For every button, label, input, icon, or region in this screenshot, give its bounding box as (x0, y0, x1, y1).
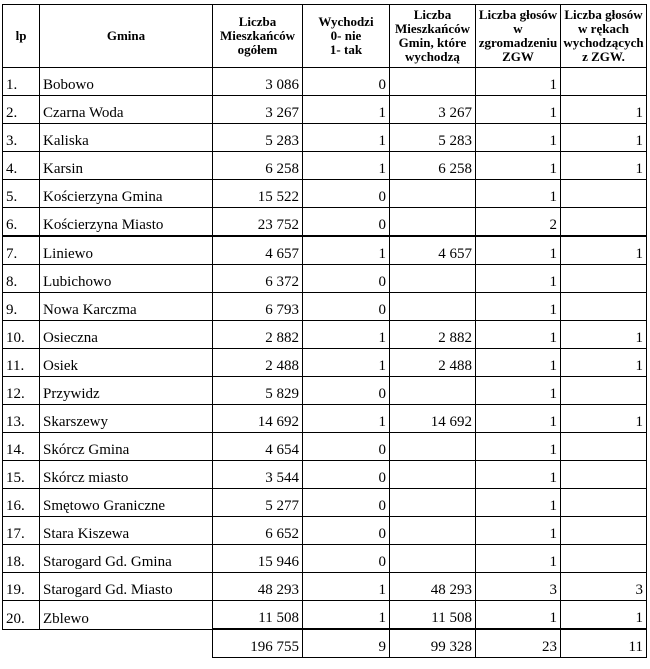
cell-wychodzace (390, 208, 476, 237)
total-glosy-wych: 11 (561, 629, 647, 658)
cell-lp: 13. (3, 405, 40, 433)
cell-glosy-wych (561, 461, 647, 489)
cell-glosy: 1 (476, 349, 561, 377)
totals-blank (40, 629, 213, 658)
total-mieszkancy: 196 755 (213, 629, 303, 658)
cell-wychodzi: 1 (303, 321, 390, 349)
cell-gmina: Karsin (40, 152, 213, 180)
header-mieszkancy: Liczba Mieszkańców ogółem (213, 5, 303, 68)
total-wychodzace: 99 328 (390, 629, 476, 658)
cell-glosy-wych (561, 293, 647, 321)
cell-glosy: 1 (476, 152, 561, 180)
cell-wychodzace: 2 882 (390, 321, 476, 349)
gmina-table (2, 4, 647, 658)
cell-glosy: 1 (476, 124, 561, 152)
cell-glosy-wych (561, 68, 647, 96)
cell-wychodzace: 4 657 (390, 236, 476, 265)
cell-wychodzi: 0 (303, 489, 390, 517)
cell-gmina: Starogard Gd. Miasto (40, 573, 213, 601)
cell-lp: 19. (3, 573, 40, 601)
total-wychodzi: 9 (303, 629, 390, 658)
cell-glosy: 1 (476, 489, 561, 517)
cell-glosy-wych: 1 (561, 405, 647, 433)
cell-wychodzace (390, 545, 476, 573)
cell-wychodzi: 0 (303, 517, 390, 545)
cell-glosy-wych: 1 (561, 152, 647, 180)
table-row (3, 152, 647, 180)
table-row (3, 321, 647, 349)
cell-wychodzace (390, 433, 476, 461)
cell-wychodzace: 11 508 (390, 601, 476, 630)
cell-lp: 3. (3, 124, 40, 152)
header-lp: lp (3, 5, 40, 68)
cell-mieszkancy: 4 657 (213, 236, 303, 265)
cell-glosy-wych (561, 208, 647, 237)
cell-mieszkancy: 23 752 (213, 208, 303, 237)
cell-gmina: Czarna Woda (40, 96, 213, 124)
cell-lp: 8. (3, 265, 40, 293)
cell-gmina: Liniewo (40, 236, 213, 265)
cell-lp: 11. (3, 349, 40, 377)
cell-gmina: Starogard Gd. Gmina (40, 545, 213, 573)
cell-glosy: 1 (476, 236, 561, 265)
cell-glosy-wych: 1 (561, 96, 647, 124)
cell-glosy-wych (561, 377, 647, 405)
cell-wychodzi: 0 (303, 180, 390, 208)
cell-glosy-wych (561, 433, 647, 461)
cell-mieszkancy: 48 293 (213, 573, 303, 601)
cell-wychodzi: 0 (303, 68, 390, 96)
table-row (3, 489, 647, 517)
cell-gmina: Nowa Karczma (40, 293, 213, 321)
cell-wychodzace: 5 283 (390, 124, 476, 152)
cell-wychodzace (390, 68, 476, 96)
cell-gmina: Osiek (40, 349, 213, 377)
cell-wychodzi: 0 (303, 433, 390, 461)
cell-glosy: 1 (476, 68, 561, 96)
header-glosy-wych: Liczba głosów w rękach wychodzących z ZGW. (561, 5, 647, 68)
cell-wychodzace: 3 267 (390, 96, 476, 124)
header-gmina: Gmina (40, 5, 213, 68)
cell-wychodzace (390, 489, 476, 517)
table-row (3, 517, 647, 545)
cell-wychodzi: 1 (303, 405, 390, 433)
cell-glosy: 1 (476, 433, 561, 461)
cell-mieszkancy: 6 258 (213, 152, 303, 180)
cell-mieszkancy: 5 277 (213, 489, 303, 517)
cell-mieszkancy: 5 829 (213, 377, 303, 405)
cell-lp: 7. (3, 236, 40, 265)
cell-glosy: 1 (476, 321, 561, 349)
cell-mieszkancy: 3 544 (213, 461, 303, 489)
table-row (3, 573, 647, 601)
cell-glosy: 3 (476, 573, 561, 601)
cell-lp: 12. (3, 377, 40, 405)
cell-wychodzi: 1 (303, 236, 390, 265)
table-row (3, 208, 647, 237)
table-row (3, 180, 647, 208)
cell-wychodzace (390, 180, 476, 208)
cell-glosy: 1 (476, 461, 561, 489)
table-row (3, 377, 647, 405)
cell-glosy-wych: 3 (561, 573, 647, 601)
cell-lp: 5. (3, 180, 40, 208)
cell-gmina: Przywidz (40, 377, 213, 405)
cell-wychodzace (390, 293, 476, 321)
totals-blank (3, 629, 40, 658)
cell-glosy-wych: 1 (561, 236, 647, 265)
cell-glosy-wych (561, 180, 647, 208)
cell-wychodzi: 0 (303, 265, 390, 293)
cell-glosy-wych (561, 545, 647, 573)
header-glosy: Liczba głosów w zgromadzeniu ZGW (476, 5, 561, 68)
cell-wychodzace: 48 293 (390, 573, 476, 601)
cell-glosy: 1 (476, 601, 561, 630)
totals-row (3, 629, 647, 658)
table-row (3, 124, 647, 152)
cell-lp: 16. (3, 489, 40, 517)
cell-mieszkancy: 2 488 (213, 349, 303, 377)
cell-glosy-wych: 1 (561, 349, 647, 377)
cell-gmina: Bobowo (40, 68, 213, 96)
cell-glosy: 1 (476, 265, 561, 293)
cell-wychodzace: 6 258 (390, 152, 476, 180)
table-row (3, 96, 647, 124)
cell-wychodzi: 0 (303, 545, 390, 573)
cell-wychodzace (390, 517, 476, 545)
cell-gmina: Kościerzyna Miasto (40, 208, 213, 237)
cell-glosy-wych: 1 (561, 124, 647, 152)
cell-wychodzi: 1 (303, 349, 390, 377)
cell-lp: 6. (3, 208, 40, 237)
cell-glosy: 1 (476, 293, 561, 321)
cell-mieszkancy: 3 267 (213, 96, 303, 124)
table-row (3, 293, 647, 321)
cell-glosy-wych (561, 489, 647, 517)
cell-gmina: Skórcz Gmina (40, 433, 213, 461)
cell-gmina: Stara Kiszewa (40, 517, 213, 545)
cell-mieszkancy: 6 793 (213, 293, 303, 321)
cell-glosy-wych (561, 517, 647, 545)
table-row (3, 265, 647, 293)
cell-gmina: Lubichowo (40, 265, 213, 293)
cell-glosy-wych: 1 (561, 321, 647, 349)
table-row (3, 433, 647, 461)
cell-wychodzi: 0 (303, 461, 390, 489)
cell-lp: 1. (3, 68, 40, 96)
table-row (3, 545, 647, 573)
cell-mieszkancy: 6 652 (213, 517, 303, 545)
total-glosy: 23 (476, 629, 561, 658)
cell-glosy: 1 (476, 180, 561, 208)
cell-glosy-wych (561, 265, 647, 293)
cell-wychodzi: 1 (303, 573, 390, 601)
cell-gmina: Zblewo (40, 601, 213, 630)
cell-mieszkancy: 4 654 (213, 433, 303, 461)
cell-gmina: Skórcz miasto (40, 461, 213, 489)
cell-gmina: Kościerzyna Gmina (40, 180, 213, 208)
cell-glosy: 1 (476, 545, 561, 573)
cell-wychodzi: 0 (303, 208, 390, 237)
table-row (3, 405, 647, 433)
header-wychodzace: Liczba Mieszkańców Gmin, które wychodzą (390, 5, 476, 68)
cell-wychodzace: 14 692 (390, 405, 476, 433)
cell-wychodzi: 1 (303, 601, 390, 630)
cell-wychodzace (390, 461, 476, 489)
cell-glosy: 1 (476, 405, 561, 433)
cell-mieszkancy: 11 508 (213, 601, 303, 630)
cell-lp: 18. (3, 545, 40, 573)
cell-glosy: 2 (476, 208, 561, 237)
cell-wychodzace (390, 377, 476, 405)
cell-gmina: Kaliska (40, 124, 213, 152)
cell-glosy: 1 (476, 377, 561, 405)
cell-wychodzace: 2 488 (390, 349, 476, 377)
cell-lp: 14. (3, 433, 40, 461)
table-row (3, 236, 647, 265)
cell-lp: 17. (3, 517, 40, 545)
cell-wychodzace (390, 265, 476, 293)
cell-wychodzi: 0 (303, 377, 390, 405)
cell-lp: 2. (3, 96, 40, 124)
table-row (3, 461, 647, 489)
cell-lp: 10. (3, 321, 40, 349)
cell-glosy: 1 (476, 517, 561, 545)
header-wychodzi: Wychodzi 0- nie 1- tak (303, 5, 390, 68)
cell-gmina: Skarszewy (40, 405, 213, 433)
cell-mieszkancy: 15 522 (213, 180, 303, 208)
table-row (3, 601, 647, 630)
header-row (3, 5, 647, 68)
cell-glosy-wych: 1 (561, 601, 647, 630)
cell-gmina: Osieczna (40, 321, 213, 349)
cell-wychodzi: 1 (303, 96, 390, 124)
cell-mieszkancy: 14 692 (213, 405, 303, 433)
cell-glosy: 1 (476, 96, 561, 124)
cell-mieszkancy: 6 372 (213, 265, 303, 293)
cell-lp: 20. (3, 601, 40, 630)
table-row (3, 349, 647, 377)
cell-mieszkancy: 2 882 (213, 321, 303, 349)
cell-wychodzi: 1 (303, 124, 390, 152)
cell-gmina: Smętowo Graniczne (40, 489, 213, 517)
cell-lp: 4. (3, 152, 40, 180)
cell-lp: 9. (3, 293, 40, 321)
cell-mieszkancy: 15 946 (213, 545, 303, 573)
cell-wychodzi: 1 (303, 152, 390, 180)
cell-mieszkancy: 5 283 (213, 124, 303, 152)
table-row (3, 68, 647, 96)
cell-wychodzi: 0 (303, 293, 390, 321)
cell-mieszkancy: 3 086 (213, 68, 303, 96)
cell-lp: 15. (3, 461, 40, 489)
